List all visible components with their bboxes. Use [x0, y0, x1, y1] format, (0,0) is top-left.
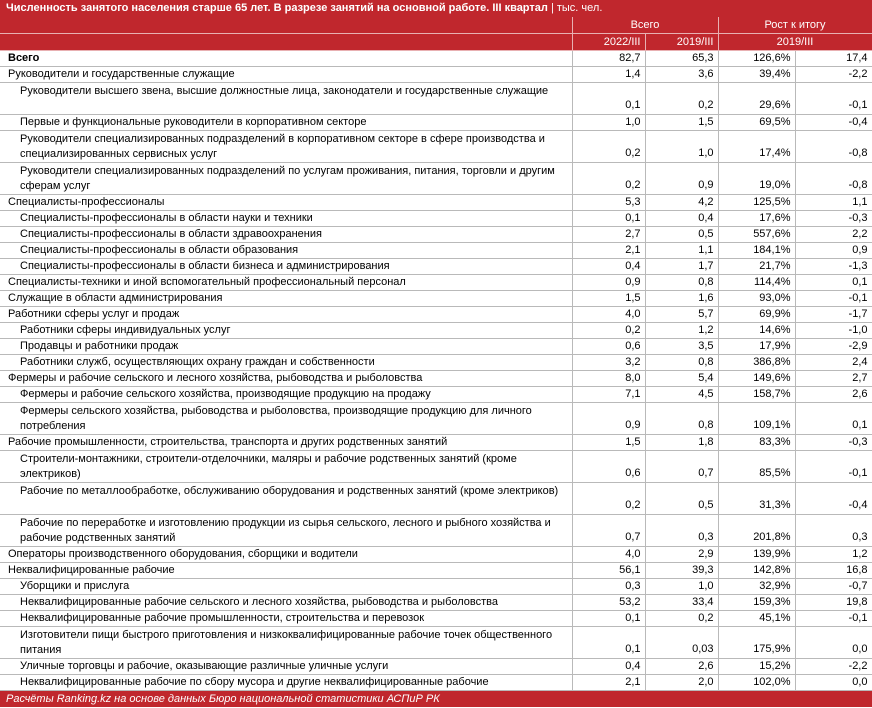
table-row — [0, 131, 872, 163]
value-2019: 0,03 — [645, 627, 718, 659]
growth-abs: -0,1 — [795, 451, 872, 483]
table-row — [0, 675, 872, 691]
row-name: Первые и функциональные руководители в корпоративном секторе — [0, 115, 572, 131]
table-row — [0, 595, 872, 611]
table-row — [0, 515, 872, 547]
table-row — [0, 611, 872, 627]
table-row — [0, 403, 872, 435]
table-row — [0, 579, 872, 595]
row-name: Строители-монтажники, строители-отделочники, маляры и рабочие родственных занятий (кроме электриков) — [0, 451, 572, 483]
value-2019: 0,4 — [645, 211, 718, 227]
table-row — [0, 195, 872, 211]
value-2019: 39,3 — [645, 563, 718, 579]
value-2022: 2,1 — [572, 243, 645, 259]
table-row — [0, 435, 872, 451]
value-2022: 0,1 — [572, 83, 645, 115]
growth-abs: 0,1 — [795, 403, 872, 435]
growth-percent: 142,8% — [718, 563, 795, 579]
value-2022: 0,2 — [572, 323, 645, 339]
value-2019: 1,5 — [645, 115, 718, 131]
growth-abs: -0,4 — [795, 483, 872, 515]
growth-percent: 29,6% — [718, 83, 795, 115]
growth-abs: 0,0 — [795, 627, 872, 659]
value-2019: 5,4 — [645, 371, 718, 387]
growth-percent: 184,1% — [718, 243, 795, 259]
value-2019: 0,2 — [645, 83, 718, 115]
value-2022: 0,7 — [572, 515, 645, 547]
table-row — [0, 627, 872, 659]
row-name: Служащие в области администрирования — [0, 291, 572, 307]
growth-percent: 39,4% — [718, 67, 795, 83]
growth-abs: 0,3 — [795, 515, 872, 547]
growth-abs: -0,1 — [795, 611, 872, 627]
value-2019: 3,6 — [645, 67, 718, 83]
header-col-2019: 2019/III — [645, 34, 718, 51]
table-row — [0, 339, 872, 355]
value-2019: 33,4 — [645, 595, 718, 611]
growth-percent: 69,9% — [718, 307, 795, 323]
row-name: Фермеры сельского хозяйства, рыбоводства и рыболовства, производящие продукцию для личного потребления — [0, 403, 572, 435]
row-name: Специалисты-профессионалы в области науки и техники — [0, 211, 572, 227]
growth-percent: 114,4% — [718, 275, 795, 291]
row-name: Операторы производственного оборудования, сборщики и водители — [0, 547, 572, 563]
growth-percent: 17,4% — [718, 131, 795, 163]
row-name: Специалисты-профессионалы в области бизнеса и администрирования — [0, 259, 572, 275]
table-row — [0, 323, 872, 339]
value-2022: 3,2 — [572, 355, 645, 371]
table-row — [0, 387, 872, 403]
table-title-bar — [0, 0, 872, 17]
growth-percent: 557,6% — [718, 227, 795, 243]
row-name: Рабочие по переработке и изготовлению продукции из сырья сельского, лесного и рыбного хозяйства и рабочие родственных занятий — [0, 515, 572, 547]
row-name: Рабочие промышленности, строительства, транспорта и других родственных занятий — [0, 435, 572, 451]
value-2022: 5,3 — [572, 195, 645, 211]
growth-abs: 1,1 — [795, 195, 872, 211]
value-2019: 0,5 — [645, 483, 718, 515]
value-2019: 1,6 — [645, 291, 718, 307]
value-2022: 4,0 — [572, 307, 645, 323]
value-2022: 1,5 — [572, 291, 645, 307]
table-row — [0, 51, 872, 67]
growth-percent: 149,6% — [718, 371, 795, 387]
growth-percent: 32,9% — [718, 579, 795, 595]
growth-abs: 2,7 — [795, 371, 872, 387]
growth-percent: 139,9% — [718, 547, 795, 563]
value-2022: 1,5 — [572, 435, 645, 451]
value-2019: 2,6 — [645, 659, 718, 675]
growth-abs: 2,4 — [795, 355, 872, 371]
value-2022: 0,2 — [572, 163, 645, 195]
row-name: Рабочие по металлообработке, обслуживанию оборудования и родственных занятий (кроме электриков) — [0, 483, 572, 515]
growth-abs: 16,8 — [795, 563, 872, 579]
growth-abs: 0,0 — [795, 675, 872, 691]
growth-percent: 17,6% — [718, 211, 795, 227]
value-2019: 0,2 — [645, 611, 718, 627]
value-2022: 0,2 — [572, 483, 645, 515]
value-2022: 8,0 — [572, 371, 645, 387]
growth-percent: 31,3% — [718, 483, 795, 515]
growth-abs: -1,0 — [795, 323, 872, 339]
value-2022: 0,1 — [572, 611, 645, 627]
value-2022: 0,2 — [572, 131, 645, 163]
growth-percent: 17,9% — [718, 339, 795, 355]
table-row — [0, 291, 872, 307]
growth-abs: 0,9 — [795, 243, 872, 259]
row-name: Продавцы и работники продаж — [0, 339, 572, 355]
growth-abs: -2,9 — [795, 339, 872, 355]
table-row — [0, 275, 872, 291]
growth-percent: 19,0% — [718, 163, 795, 195]
row-name: Работники сферы индивидуальных услуг — [0, 323, 572, 339]
value-2019: 4,5 — [645, 387, 718, 403]
row-name: Фермеры и рабочие сельского хозяйства, производящие продукцию на продажу — [0, 387, 572, 403]
growth-abs: 19,8 — [795, 595, 872, 611]
header-col-2022: 2022/III — [572, 34, 645, 51]
growth-percent: 83,3% — [718, 435, 795, 451]
growth-abs: -0,4 — [795, 115, 872, 131]
table-row — [0, 115, 872, 131]
table-row — [0, 483, 872, 515]
row-name: Неквалифицированные рабочие по сбору мусора и другие неквалифицированные рабочие — [0, 675, 572, 691]
table-row — [0, 163, 872, 195]
table-row — [0, 67, 872, 83]
value-2019: 5,7 — [645, 307, 718, 323]
value-2022: 0,6 — [572, 339, 645, 355]
header-blank — [0, 17, 572, 34]
header-group-total: Всего — [572, 17, 718, 34]
table-row — [0, 563, 872, 579]
value-2022: 82,7 — [572, 51, 645, 67]
header-col-growth: 2019/III — [718, 34, 872, 51]
row-name: Неквалифицированные рабочие — [0, 563, 572, 579]
value-2022: 4,0 — [572, 547, 645, 563]
table-row — [0, 83, 872, 115]
row-name: Неквалифицированные рабочие сельского и лесного хозяйства, рыбоводства и рыболовства — [0, 595, 572, 611]
value-2019: 1,0 — [645, 131, 718, 163]
header-blank-2 — [0, 34, 572, 51]
growth-abs: -1,7 — [795, 307, 872, 323]
growth-abs: -0,8 — [795, 131, 872, 163]
growth-percent: 158,7% — [718, 387, 795, 403]
table-title: Численность занятого населения старше 65 лет. В разрезе занятий на основной работе. III квартал — [6, 2, 548, 14]
growth-abs: -2,2 — [795, 659, 872, 675]
row-name: Специалисты-профессионалы в области образования — [0, 243, 572, 259]
value-2022: 2,7 — [572, 227, 645, 243]
value-2022: 0,4 — [572, 259, 645, 275]
value-2022: 56,1 — [572, 563, 645, 579]
value-2019: 65,3 — [645, 51, 718, 67]
value-2019: 0,5 — [645, 227, 718, 243]
growth-percent: 125,5% — [718, 195, 795, 211]
value-2019: 2,0 — [645, 675, 718, 691]
table-row — [0, 211, 872, 227]
value-2019: 1,0 — [645, 579, 718, 595]
value-2022: 1,4 — [572, 67, 645, 83]
row-name: Неквалифицированные рабочие промышленности, строительства и перевозок — [0, 611, 572, 627]
value-2019: 1,2 — [645, 323, 718, 339]
value-2019: 0,7 — [645, 451, 718, 483]
growth-abs: -0,8 — [795, 163, 872, 195]
value-2022: 1,0 — [572, 115, 645, 131]
row-name: Руководители и государственные служащие — [0, 67, 572, 83]
growth-percent: 102,0% — [718, 675, 795, 691]
value-2019: 0,3 — [645, 515, 718, 547]
row-name: Руководители специализированных подразделений в корпоративном секторе в сфере производства и специализированных сервисных услуг — [0, 131, 572, 163]
growth-percent: 109,1% — [718, 403, 795, 435]
table-row — [0, 451, 872, 483]
growth-percent: 159,3% — [718, 595, 795, 611]
growth-percent: 85,5% — [718, 451, 795, 483]
row-name: Фермеры и рабочие сельского и лесного хозяйства, рыбоводства и рыболовства — [0, 371, 572, 387]
value-2022: 0,4 — [572, 659, 645, 675]
value-2019: 0,9 — [645, 163, 718, 195]
row-name: Изготовители пищи быстрого приготовления и низкоквалифицированные рабочие точек общественного питания — [0, 627, 572, 659]
growth-abs: 1,2 — [795, 547, 872, 563]
value-2019: 1,8 — [645, 435, 718, 451]
row-name: Специалисты-профессионалы — [0, 195, 572, 211]
growth-abs: 0,1 — [795, 275, 872, 291]
value-2019: 0,8 — [645, 403, 718, 435]
growth-abs: 2,6 — [795, 387, 872, 403]
value-2019: 1,1 — [645, 243, 718, 259]
row-name: Специалисты-профессионалы в области здравоохранения — [0, 227, 572, 243]
growth-abs: -1,3 — [795, 259, 872, 275]
row-name: Работники сферы услуг и продаж — [0, 307, 572, 323]
value-2019: 0,8 — [645, 275, 718, 291]
value-2019: 2,9 — [645, 547, 718, 563]
value-2019: 1,7 — [645, 259, 718, 275]
table-row — [0, 307, 872, 323]
growth-percent: 21,7% — [718, 259, 795, 275]
table-header — [0, 17, 872, 51]
value-2022: 0,9 — [572, 403, 645, 435]
table-row — [0, 259, 872, 275]
growth-abs: 2,2 — [795, 227, 872, 243]
growth-percent: 14,6% — [718, 323, 795, 339]
growth-percent: 175,9% — [718, 627, 795, 659]
value-2022: 7,1 — [572, 387, 645, 403]
table-row — [0, 659, 872, 675]
table-row — [0, 355, 872, 371]
value-2019: 0,8 — [645, 355, 718, 371]
growth-abs: 17,4 — [795, 51, 872, 67]
growth-abs: -2,2 — [795, 67, 872, 83]
growth-percent: 93,0% — [718, 291, 795, 307]
row-name: Руководители специализированных подразделений по услугам проживания, питания, торговли и другим сферам услуг — [0, 163, 572, 195]
value-2022: 53,2 — [572, 595, 645, 611]
value-2022: 2,1 — [572, 675, 645, 691]
growth-percent: 201,8% — [718, 515, 795, 547]
growth-abs: -0,1 — [795, 291, 872, 307]
growth-percent: 126,6% — [718, 51, 795, 67]
data-table — [0, 17, 872, 691]
row-name: Всего — [0, 51, 572, 67]
table-row — [0, 371, 872, 387]
value-2022: 0,1 — [572, 211, 645, 227]
value-2019: 3,5 — [645, 339, 718, 355]
table-row — [0, 243, 872, 259]
value-2019: 4,2 — [645, 195, 718, 211]
growth-abs: -0,1 — [795, 83, 872, 115]
growth-abs: -0,3 — [795, 435, 872, 451]
growth-percent: 15,2% — [718, 659, 795, 675]
source-footer: Расчёты Ranking.kz на основе данных Бюро национальной статистики АСПиР РК — [0, 691, 872, 707]
row-name: Уборщики и прислуга — [0, 579, 572, 595]
growth-abs: -0,3 — [795, 211, 872, 227]
table-row — [0, 547, 872, 563]
table-row — [0, 227, 872, 243]
growth-percent: 386,8% — [718, 355, 795, 371]
value-2022: 0,1 — [572, 627, 645, 659]
row-name: Руководители высшего звена, высшие должностные лица, законодатели и государственные служащие — [0, 83, 572, 115]
value-2022: 0,6 — [572, 451, 645, 483]
value-2022: 0,9 — [572, 275, 645, 291]
value-2022: 0,3 — [572, 579, 645, 595]
growth-abs: -0,7 — [795, 579, 872, 595]
row-name: Специалисты-техники и иной вспомогательный профессиональный персонал — [0, 275, 572, 291]
row-name: Работники служб, осуществляющих охрану граждан и собственности — [0, 355, 572, 371]
row-name: Уличные торговцы и рабочие, оказывающие различные уличные услуги — [0, 659, 572, 675]
header-group-growth: Рост к итогу — [718, 17, 872, 34]
table-body — [0, 51, 872, 691]
growth-percent: 45,1% — [718, 611, 795, 627]
table-unit: | тыс. чел. — [550, 2, 603, 14]
growth-percent: 69,5% — [718, 115, 795, 131]
